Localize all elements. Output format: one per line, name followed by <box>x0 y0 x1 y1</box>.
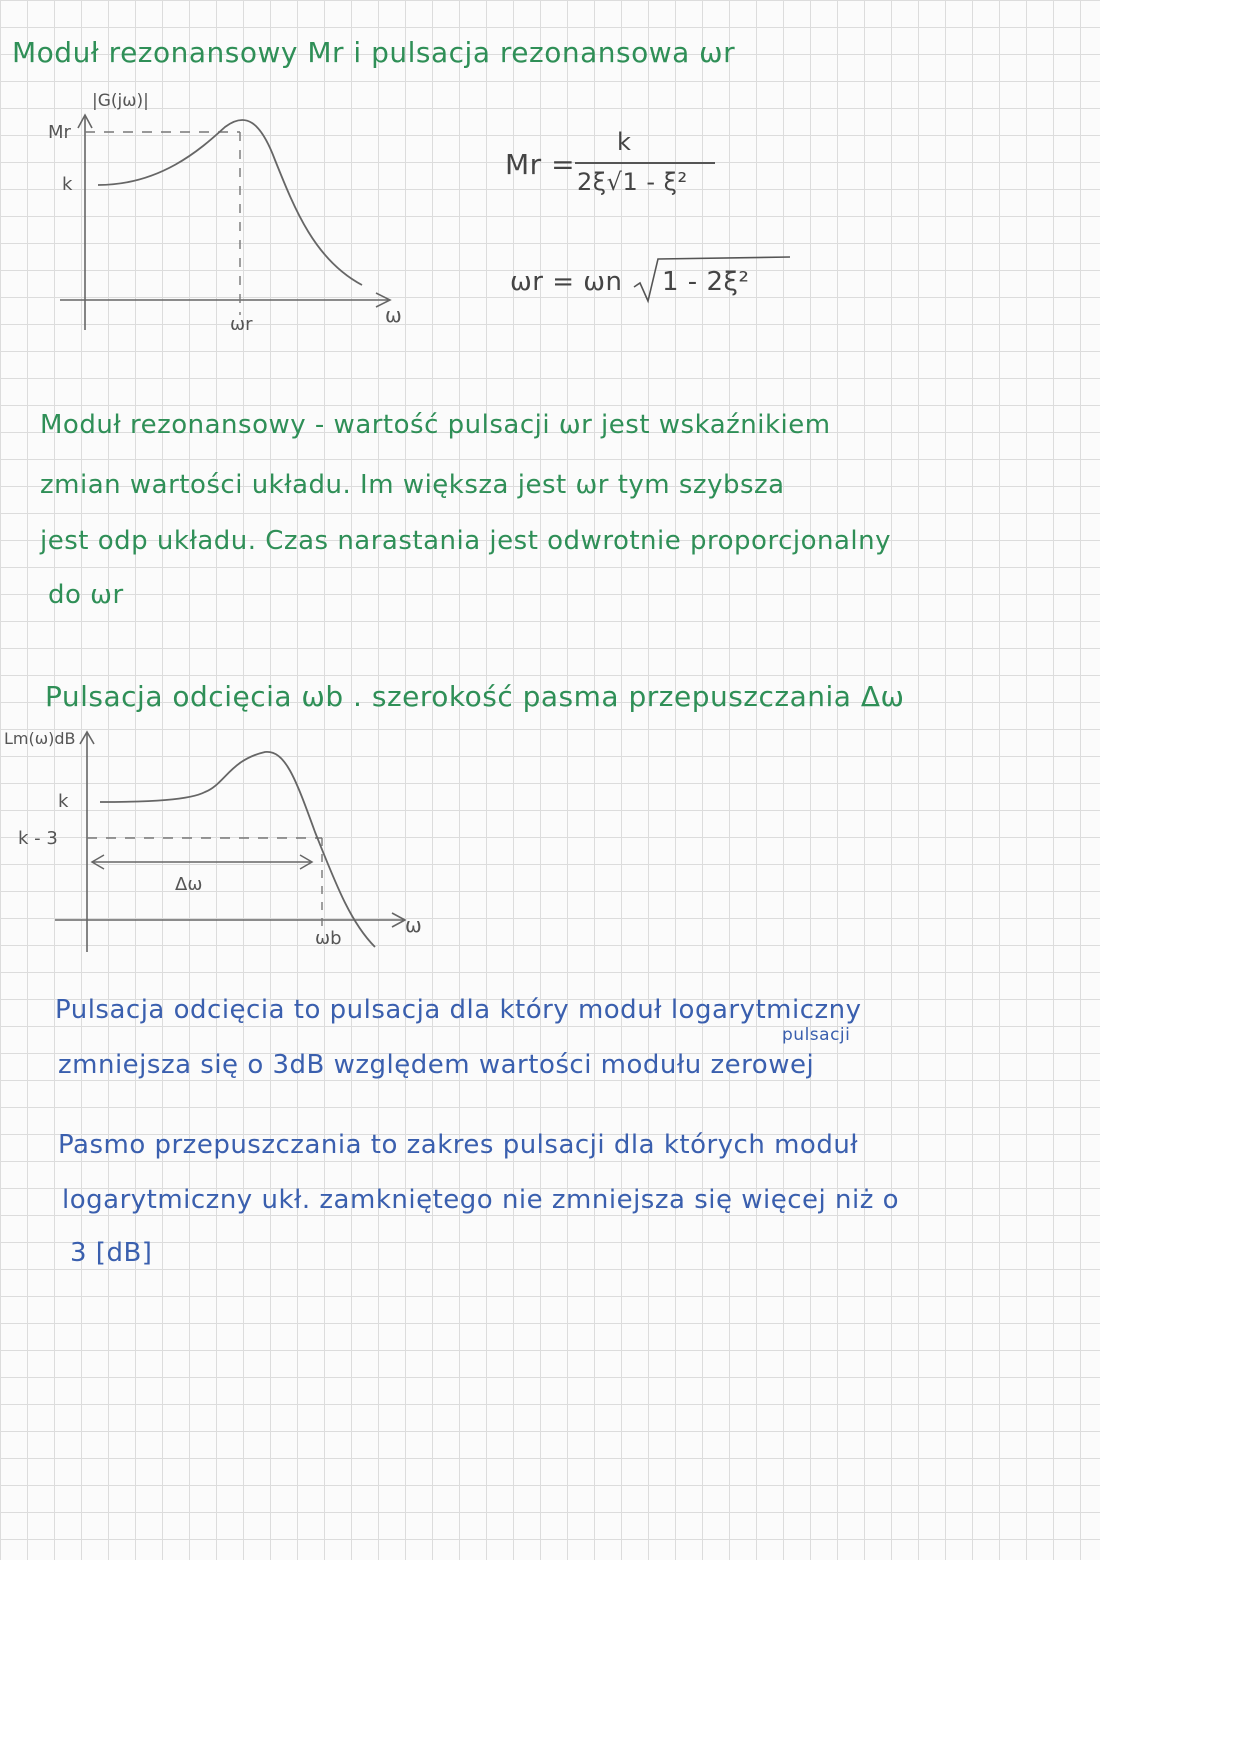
mr-label: Mr <box>48 122 71 143</box>
y-axis-label: |G(jω)| <box>92 91 149 111</box>
y-axis-label: Lm(ω)dB <box>4 729 76 748</box>
formula-wr <box>510 255 810 315</box>
magnitude-curve <box>100 752 375 947</box>
section2-block1-line-2: zmniejsza się o 3dB względem wartości modułu zerowej <box>58 1050 815 1080</box>
section2-insert-note: pulsacji <box>782 1025 851 1045</box>
resonance-graph <box>40 90 420 360</box>
formula-wr-lhs: ωr = ωn <box>510 267 623 297</box>
x-axis-label: ω <box>385 303 402 327</box>
k3-label: k - 3 <box>18 828 58 849</box>
section2-block2-line-3: 3 [dB] <box>70 1238 153 1268</box>
section2-block2-line-1: Pasmo przepuszczania to zakres pulsacji dla których moduł <box>58 1130 859 1160</box>
wr-label: ωr <box>230 314 253 335</box>
bandwidth-graph <box>0 722 440 962</box>
section1-title: Moduł rezonansowy Mr i pulsacja rezonansowa ωr <box>12 36 736 69</box>
resonance-curve <box>98 120 362 285</box>
delta-w-label: Δω <box>175 874 203 895</box>
k-label: k <box>58 791 69 812</box>
wb-label: ωb <box>315 928 342 949</box>
x-axis-label: ω <box>405 913 422 937</box>
formula-mr <box>505 128 765 208</box>
section2-title: Pulsacja odcięcia ωb . szerokość pasma przepuszczania Δω <box>45 680 905 713</box>
section2-block2-line-2: logarytmiczny ukł. zamkniętego nie zmniejsza się więcej niż o <box>62 1185 900 1215</box>
formula-mr-denominator: 2ξ√1 - ξ² <box>577 168 688 196</box>
k-label: k <box>62 174 73 195</box>
section1-text-line-1: Moduł rezonansowy - wartość pulsacji ωr jest wskaźnikiem <box>40 410 831 440</box>
section1-text-line-2: zmian wartości układu. Im większa jest ωr tym szybsza <box>40 470 785 500</box>
fraction-bar <box>575 162 715 164</box>
formula-wr-radicand: 1 - 2ξ² <box>662 267 750 297</box>
formula-mr-numerator: k <box>617 128 632 156</box>
section2-block1-line-1: Pulsacja odcięcia to pulsacja dla który moduł logarytmiczny <box>55 995 862 1025</box>
formula-mr-lhs: Mr = <box>505 148 576 181</box>
section1-text-line-4: do ωr <box>48 580 124 610</box>
section1-text-line-3: jest odp układu. Czas narastania jest odwrotnie proporcjonalny <box>40 526 891 556</box>
